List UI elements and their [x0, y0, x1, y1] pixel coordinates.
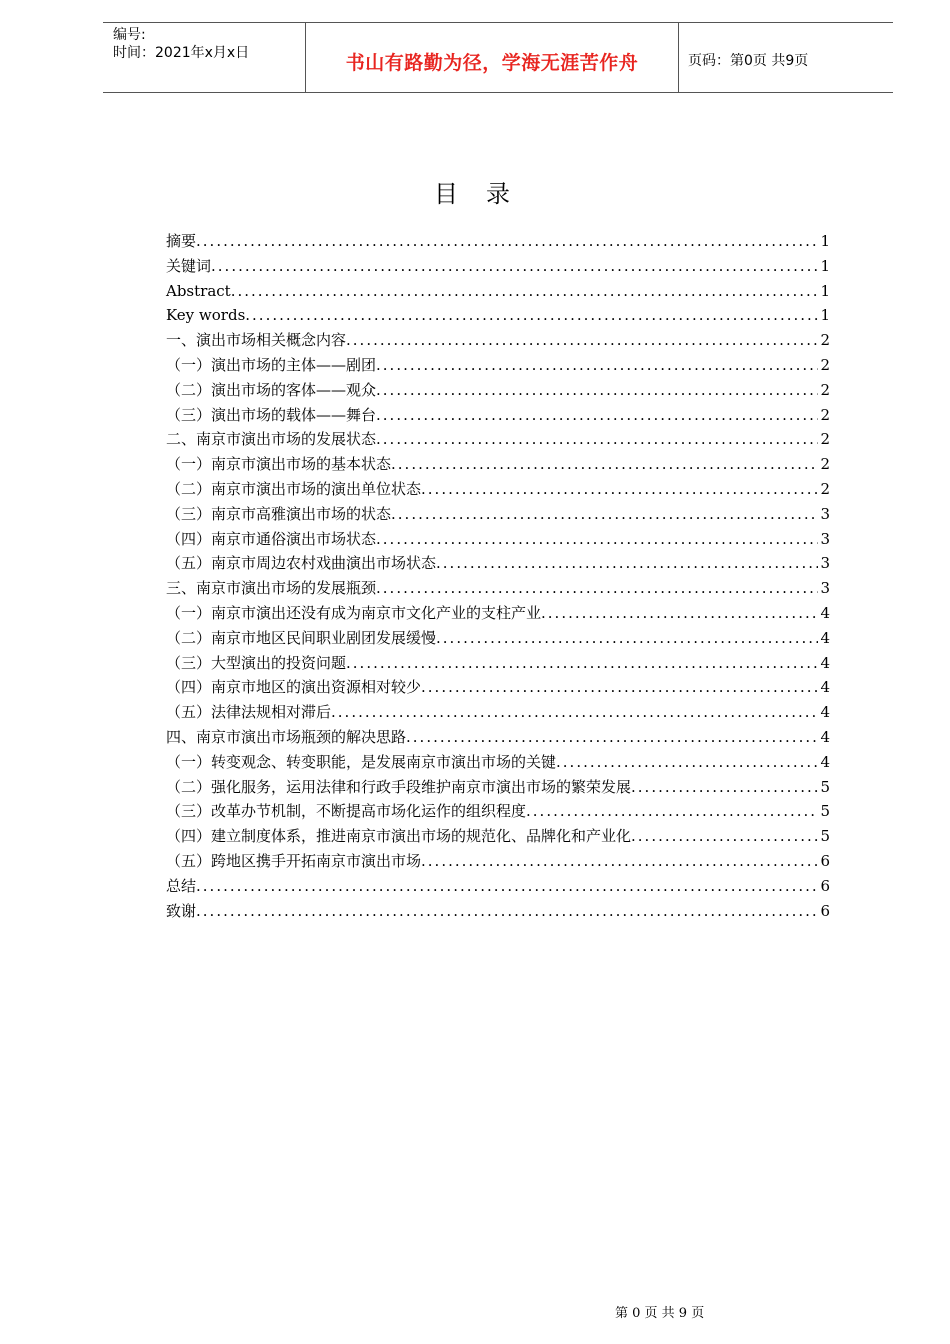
toc-leader-dots — [421, 477, 818, 502]
toc-entry-page-number: 4 — [820, 678, 830, 697]
header-motto-cell — [306, 23, 679, 92]
toc-entry-page-number: 1 — [820, 256, 830, 275]
toc-entry[interactable] — [166, 874, 830, 899]
toc-leader-dots — [391, 502, 818, 527]
toc-leader-dots — [231, 279, 818, 304]
toc-leader-dots — [391, 452, 818, 477]
toc-leader-dots — [331, 700, 818, 725]
toc-entry-page-number: 2 — [820, 380, 830, 399]
toc-entry-label: Abstract — [166, 281, 231, 300]
toc-entry-page-number: 1 — [820, 281, 830, 300]
toc-entry[interactable] — [166, 824, 830, 849]
toc-entry[interactable] — [166, 254, 830, 279]
toc-entry-label: （三）改革办节机制，不断提高市场化运作的组织程度 — [166, 802, 527, 821]
toc-leader-dots — [196, 899, 818, 924]
toc-entry[interactable] — [166, 626, 830, 651]
toc-entry-page-number: 3 — [820, 529, 830, 548]
toc-entry[interactable] — [166, 899, 830, 924]
toc-entry-page-number: 2 — [820, 355, 830, 374]
toc-leader-dots — [421, 849, 818, 874]
toc-entry[interactable] — [166, 353, 830, 378]
toc-leader-dots — [421, 675, 818, 700]
toc-entry-page-number: 3 — [820, 554, 830, 573]
page-header — [103, 22, 893, 93]
toc-entry[interactable] — [166, 427, 830, 452]
toc-leader-dots — [556, 750, 818, 775]
toc-entry-page-number: 4 — [820, 603, 830, 622]
toc-entry[interactable] — [166, 502, 830, 527]
toc-entry-page-number: 6 — [820, 851, 830, 870]
toc-entry-page-number: 6 — [820, 876, 830, 895]
toc-entry[interactable] — [166, 229, 830, 254]
toc-entry-label: 关键词 — [166, 256, 212, 275]
toc-entry[interactable] — [166, 452, 830, 477]
toc-entry-label: （五）法律法规相对滞后 — [166, 703, 332, 722]
header-info-cell — [103, 23, 306, 92]
toc-leader-dots — [196, 874, 818, 899]
toc-leader-dots — [436, 551, 818, 576]
toc-entry[interactable] — [166, 403, 830, 428]
toc-entry-label: 总结 — [166, 876, 197, 895]
toc-leader-dots — [376, 527, 818, 552]
toc-leader-dots — [211, 254, 818, 279]
toc-entry[interactable] — [166, 551, 830, 576]
page-title-char-1: 目 — [434, 180, 464, 208]
toc-leader-dots — [376, 403, 818, 428]
header-page-code: 页码：第0页 共9页 — [688, 53, 809, 69]
toc-entry[interactable] — [166, 477, 830, 502]
toc-entry-label: （一）南京市演出还没有成为南京市文化产业的支柱产业 — [166, 603, 542, 622]
toc-entry[interactable] — [166, 775, 830, 800]
toc-entry-page-number: 3 — [820, 504, 830, 523]
toc-entry[interactable] — [166, 303, 830, 328]
toc-leader-dots — [196, 229, 818, 254]
toc-entry-page-number: 1 — [820, 232, 830, 250]
table-of-contents — [166, 229, 830, 923]
toc-entry[interactable] — [166, 725, 830, 750]
document-date-label: 时间：2021年x月x日 — [113, 45, 250, 61]
toc-leader-dots — [526, 799, 818, 824]
toc-leader-dots — [541, 601, 818, 626]
toc-entry-label: （二）南京市演出市场的演出单位状态 — [166, 479, 422, 498]
toc-leader-dots — [346, 328, 818, 353]
toc-entry-page-number: 2 — [820, 430, 830, 449]
toc-leader-dots — [631, 824, 818, 849]
toc-entry-page-number: 4 — [820, 653, 830, 672]
toc-entry-label: （一）南京市演出市场的基本状态 — [166, 455, 392, 474]
toc-entry-page-number: 2 — [820, 331, 830, 350]
toc-entry[interactable] — [166, 651, 830, 676]
toc-entry[interactable] — [166, 328, 830, 353]
toc-entry[interactable] — [166, 378, 830, 403]
toc-entry[interactable] — [166, 576, 830, 601]
toc-entry-label: （二）演出市场的客体——观众 — [166, 380, 377, 399]
toc-entry[interactable] — [166, 849, 830, 874]
toc-entry[interactable] — [166, 279, 830, 304]
toc-leader-dots — [346, 651, 818, 676]
toc-entry-label: （二）南京市地区民间职业剧团发展缓慢 — [166, 628, 437, 647]
toc-entry-label: 一、演出市场相关概念内容 — [166, 331, 347, 350]
toc-entry-label: （三）大型演出的投资问题 — [166, 653, 347, 672]
header-motto: 书山有路勤为径，学海无涯苦作舟 — [345, 52, 639, 74]
toc-entry-page-number: 4 — [820, 727, 830, 746]
toc-entry-page-number: 6 — [820, 901, 830, 920]
toc-entry-label: 摘要 — [166, 232, 197, 250]
toc-leader-dots — [376, 427, 818, 452]
toc-leader-dots — [376, 353, 818, 378]
toc-entry[interactable] — [166, 601, 830, 626]
toc-entry-page-number: 4 — [820, 752, 830, 771]
toc-entry-label: Key words — [166, 306, 246, 325]
toc-leader-dots — [406, 725, 818, 750]
toc-leader-dots — [436, 626, 818, 651]
toc-entry-page-number: 3 — [820, 579, 830, 598]
document-number-label: 编号: — [113, 27, 146, 43]
toc-entry-page-number: 2 — [820, 405, 830, 424]
page-footer: 第 0 页 共 9 页 — [615, 1306, 705, 1321]
toc-leader-dots — [245, 303, 818, 328]
page-title-char-2: 录 — [486, 180, 516, 208]
toc-entry-label: 致谢 — [166, 901, 197, 920]
toc-entry-page-number: 2 — [820, 479, 830, 498]
toc-entry-page-number: 5 — [820, 777, 830, 796]
toc-entry-label: （四）建立制度体系，推进南京市演出市场的规范化、品牌化和产业化 — [166, 827, 632, 846]
toc-leader-dots — [631, 775, 818, 800]
toc-entry[interactable] — [166, 675, 830, 700]
toc-leader-dots — [376, 576, 818, 601]
toc-entry[interactable] — [166, 527, 830, 552]
toc-entry-label: （五）南京市周边农村戏曲演出市场状态 — [166, 554, 437, 573]
toc-entry-page-number: 1 — [820, 306, 830, 325]
toc-entry-page-number: 4 — [820, 703, 830, 722]
toc-entry-label: 二、南京市演出市场的发展状态 — [166, 430, 377, 449]
toc-entry[interactable] — [166, 750, 830, 775]
toc-entry-page-number: 5 — [820, 827, 830, 846]
toc-entry-page-number: 2 — [820, 455, 830, 474]
toc-entry-label: （一）转变观念、转变职能，是发展南京市演出市场的关键 — [166, 752, 557, 771]
toc-entry-label: 三、南京市演出市场的发展瓶颈 — [166, 579, 377, 598]
toc-entry-label: （二）强化服务，运用法律和行政手段维护南京市演出市场的繁荣发展 — [166, 777, 632, 796]
toc-entry-label: （五）跨地区携手开拓南京市演出市场 — [166, 851, 422, 870]
page-title — [0, 174, 950, 209]
toc-entry-label: （四）南京市通俗演出市场状态 — [166, 529, 377, 548]
toc-entry-label: （四）南京市地区的演出资源相对较少 — [166, 678, 422, 697]
toc-entry-label: （一）演出市场的主体——剧团 — [166, 355, 377, 374]
toc-entry-label: （三）南京市高雅演出市场的状态 — [166, 504, 392, 523]
toc-entry-page-number: 4 — [820, 628, 830, 647]
toc-entry-page-number: 5 — [820, 802, 830, 821]
toc-entry-label: 四、南京市演出市场瓶颈的解决思路 — [166, 727, 407, 746]
header-page-cell — [679, 23, 893, 92]
toc-leader-dots — [376, 378, 818, 403]
toc-entry[interactable] — [166, 799, 830, 824]
toc-entry-label: （三）演出市场的载体——舞台 — [166, 405, 377, 424]
toc-entry[interactable] — [166, 700, 830, 725]
